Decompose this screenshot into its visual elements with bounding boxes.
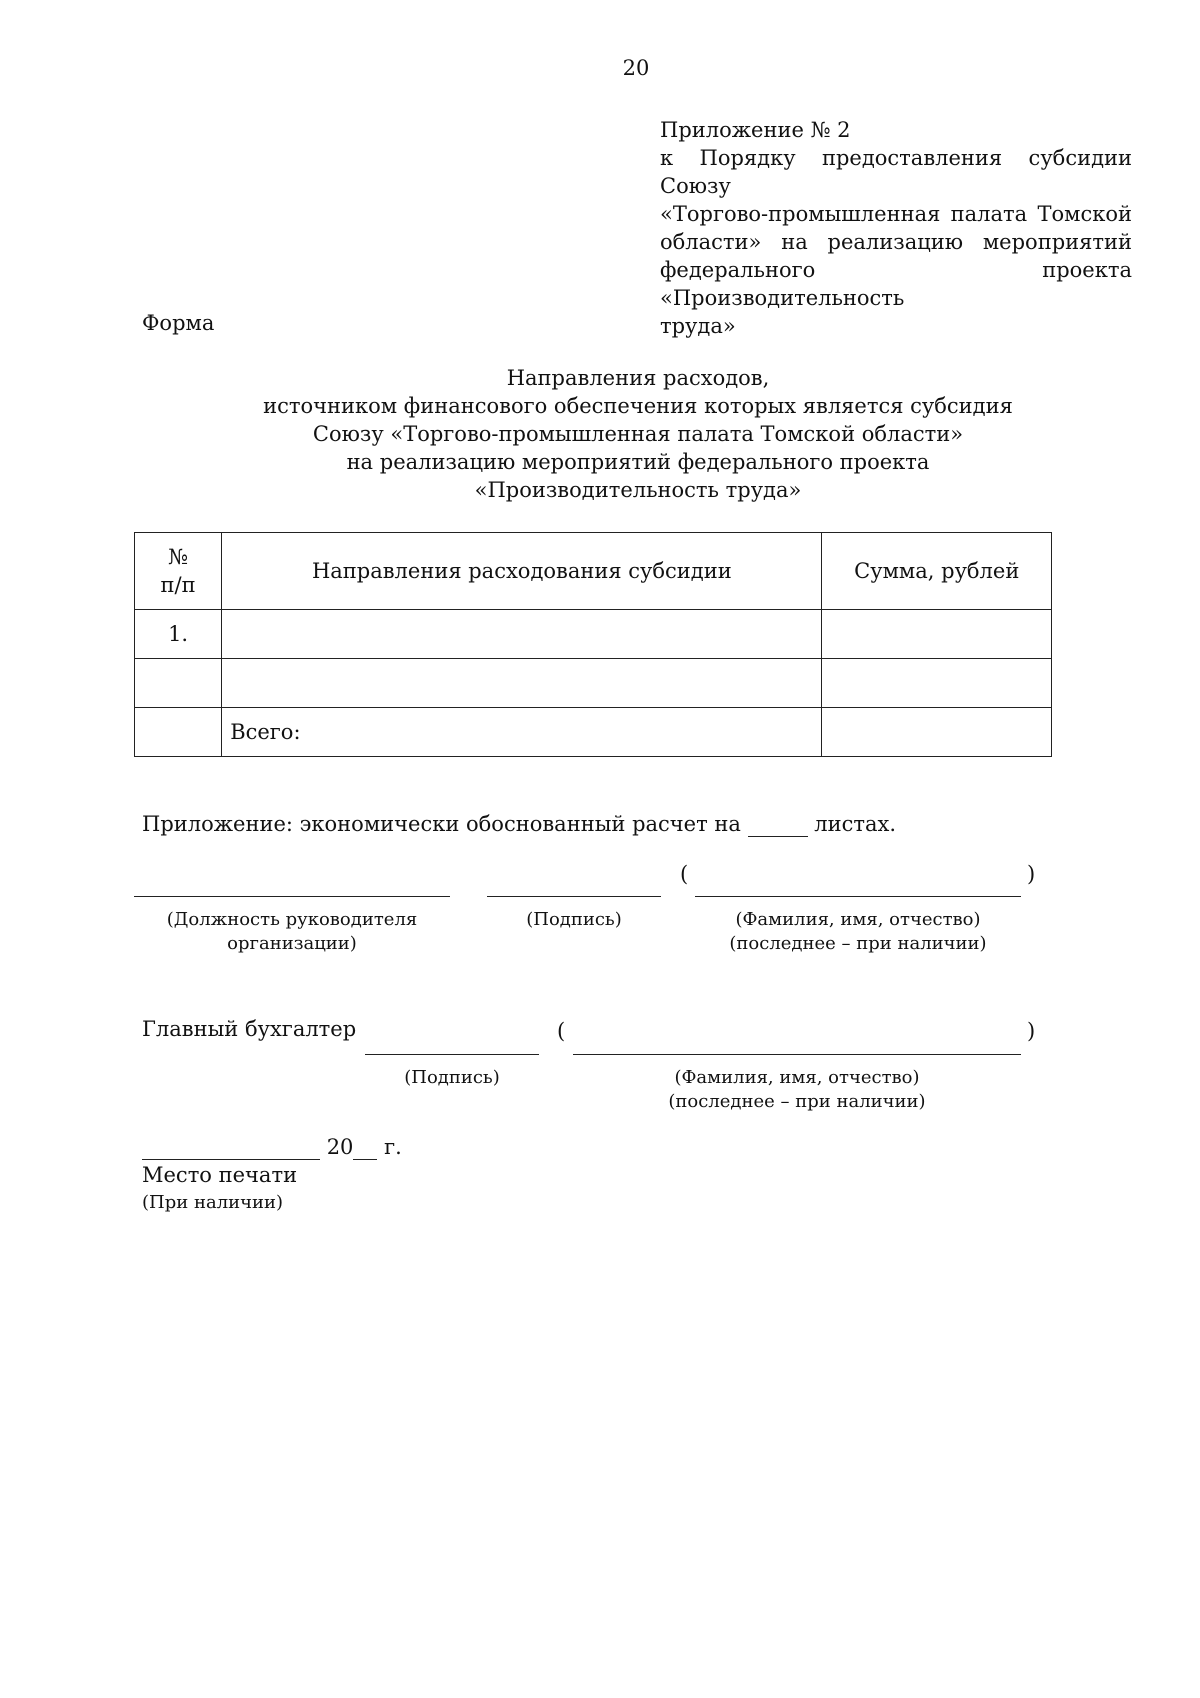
head-name-caption [695, 908, 1021, 956]
sheets-count-field[interactable] [748, 812, 808, 837]
date-line [142, 1135, 402, 1160]
cell-total-label: Всего: [222, 708, 822, 757]
position-caption [134, 908, 450, 956]
table-row [135, 610, 1052, 659]
title-line: источником финансового обеспечения которых является субсидия [263, 394, 1013, 418]
name-caption-line: (последнее – при наличии) [668, 1091, 926, 1112]
chief-name-caption [573, 1066, 1021, 1114]
cell-direction[interactable] [222, 610, 822, 659]
title-line: Союзу «Торгово-промышленная палата Томской области» [312, 422, 964, 446]
document-title [200, 364, 1076, 504]
header-num [135, 533, 222, 610]
title-line: «Производительность труда» [474, 478, 802, 502]
cell-num[interactable]: 1. [135, 610, 222, 659]
chief-signature-caption: (Подпись) [404, 1067, 500, 1088]
date-year-field[interactable] [353, 1135, 377, 1160]
appendix-line: области» на реализацию мероприятий [660, 230, 1132, 254]
appendix-line: «Торгово-промышленная палата Томской [660, 202, 1132, 226]
head-signature-field[interactable] [487, 896, 661, 897]
header-direction: Направления расходования субсидии [222, 533, 822, 610]
header-sum: Сумма, рублей [822, 533, 1052, 610]
date-suffix: г. [384, 1135, 402, 1159]
name-caption-line: (последнее – при наличии) [729, 933, 987, 954]
date-year-prefix: 20 [326, 1135, 354, 1159]
position-caption-line: организации) [227, 933, 357, 954]
close-paren: ) [1027, 862, 1036, 886]
attachment-suffix: листах. [814, 812, 897, 836]
stamp-note: (При наличии) [142, 1192, 284, 1213]
header-num-line1: № [168, 545, 189, 569]
appendix-line: к Порядку предоставления субсидии Союзу [660, 146, 1132, 198]
cell-sum[interactable] [822, 610, 1052, 659]
chief-name-field[interactable] [573, 1054, 1021, 1055]
head-name-field[interactable] [695, 896, 1021, 897]
cell-direction[interactable] [222, 659, 822, 708]
cell-num[interactable] [135, 659, 222, 708]
cell-num[interactable] [135, 708, 222, 757]
header-num-line2: п/п [160, 573, 196, 597]
cell-sum[interactable] [822, 659, 1052, 708]
close-paren: ) [1027, 1019, 1036, 1043]
open-paren: ( [557, 1019, 566, 1043]
appendix-line: федерального проекта «Производительность [660, 258, 1132, 310]
name-caption-line: (Фамилия, имя, отчество) [674, 1067, 920, 1088]
chief-accountant-label: Главный бухгалтер [142, 1017, 357, 1041]
title-line: на реализацию мероприятий федерального проекта [346, 450, 930, 474]
cell-total-sum[interactable] [822, 708, 1052, 757]
open-paren: ( [680, 862, 689, 886]
chief-signature-field[interactable] [365, 1054, 539, 1055]
attachment-prefix: Приложение: экономически обоснованный расчет на [142, 812, 741, 836]
table-row [135, 659, 1052, 708]
head-signature-caption: (Подпись) [526, 909, 622, 930]
name-caption-line: (Фамилия, имя, отчество) [735, 909, 981, 930]
table-header-row [135, 533, 1052, 610]
appendix-line: труда» [660, 314, 736, 338]
form-label: Форма [142, 311, 215, 335]
stamp-label: Место печати [142, 1163, 298, 1187]
expenses-table [134, 532, 1052, 757]
page-number: 20 [622, 56, 650, 80]
appendix-header [660, 116, 1132, 340]
table-row-total [135, 708, 1052, 757]
date-day-month-field[interactable] [142, 1135, 320, 1160]
position-field[interactable] [134, 896, 450, 897]
title-line: Направления расходов, [506, 366, 770, 390]
attachment-line [142, 812, 896, 837]
appendix-line: Приложение № 2 [660, 118, 851, 142]
position-caption-line: (Должность руководителя [166, 909, 418, 930]
